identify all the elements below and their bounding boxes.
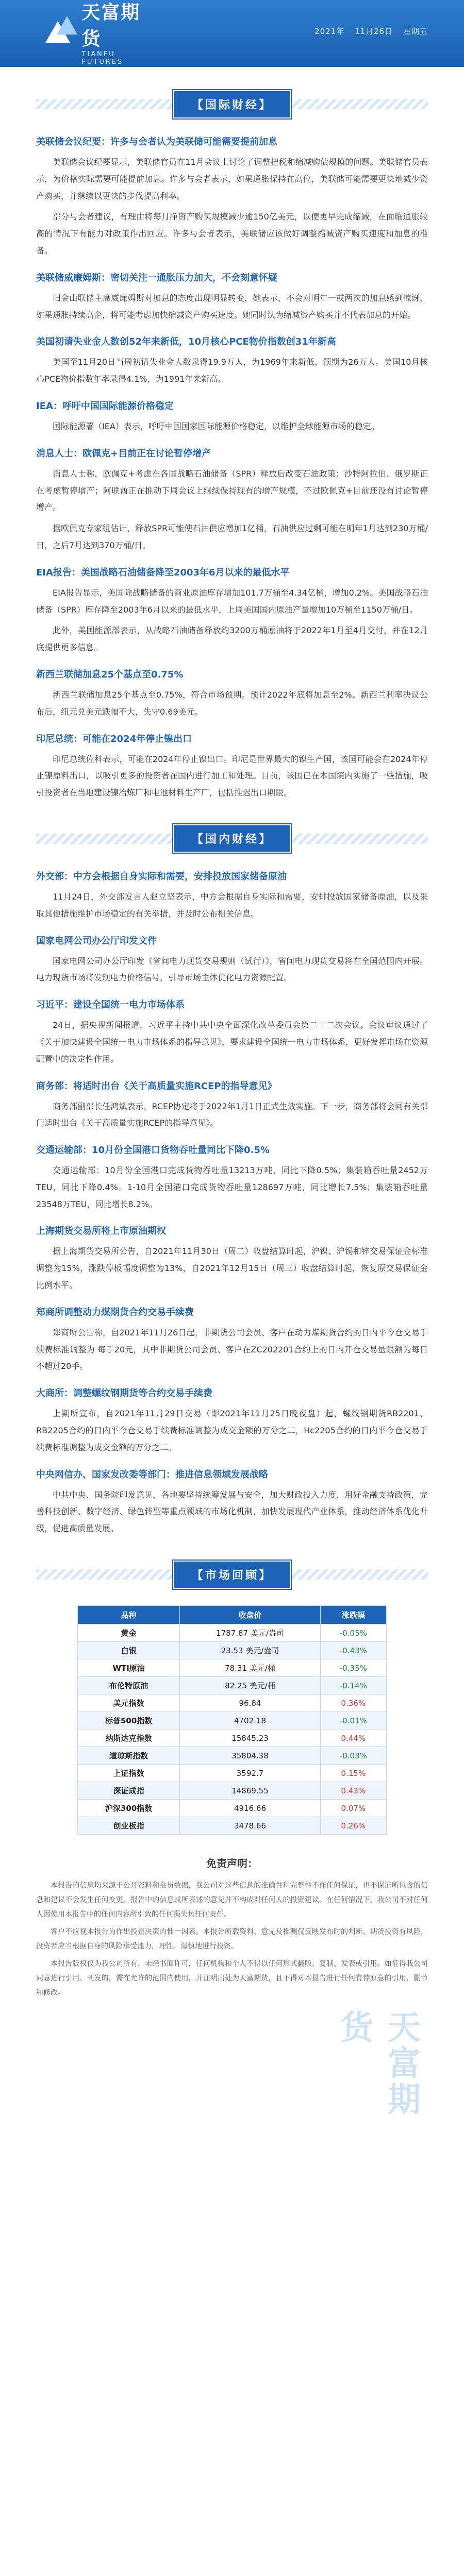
news-headline: 美国初请失业金人数创52年来新低，10月核心PCE物价指数创31年新高 <box>36 336 336 348</box>
change-percent: 0.44% <box>320 1730 386 1747</box>
table-row <box>78 1659 387 1677</box>
instrument-name: 深证成指 <box>78 1782 180 1800</box>
news-paragraph: 印尼总统佐科表示，可能在2024年停止镍出口。印尼是世界最大的镍生产国，该国可能会在2024年停止镍原料出口，以吸引更多的投资者在国内进行加工和处理。目前，该国已在本国境内实施了一些措施，吸引投资者在当地建设镍冶炼厂和电池材料生产厂，包括推迟出口期限。 <box>36 754 428 798</box>
instrument-name: 布伦特原油 <box>78 1677 180 1694</box>
close-price: 35804.38 <box>180 1747 320 1765</box>
change-percent: -0.01% <box>320 1712 386 1730</box>
date-year: 2021年 <box>314 27 345 36</box>
news-headline: 国家电网公司办公厅印发文件 <box>36 935 157 946</box>
table-row <box>78 1677 387 1694</box>
table-row <box>78 1747 387 1765</box>
news-headline: 大商所：调整螺纹钢期货等合约交易手续费 <box>36 1388 212 1399</box>
market-review-table-wrap <box>77 1605 387 1835</box>
close-price: 78.31 美元/桶 <box>180 1659 320 1677</box>
instrument-name: 标普500指数 <box>78 1712 180 1730</box>
change-percent: -0.35% <box>320 1659 386 1677</box>
disclaimer-title: 免责声明： <box>206 1857 258 1870</box>
close-price: 3478.66 <box>180 1817 320 1835</box>
news-paragraph: 旧金山联储主席威廉姆斯对加息的态度出现明显转变，她表示，不会对明年一或两次的加息感到惊讶，如果通胀持续高企，将可能考虑加快缩减资产购买速度。她同时认为缩减资产购买并不代表加息的开始。 <box>36 293 428 320</box>
change-percent: 0.15% <box>320 1765 386 1782</box>
close-price: 96.84 <box>180 1694 320 1712</box>
news-headline: 交通运输部：10月份全国港口货物吞吐量同比下降0.5% <box>36 1145 270 1156</box>
news-paragraph: 美国至11月20日当周初请失业金人数录得19.9万人，为1969年来新低，预期为26万人。美国10月核心PCE物价指数年率录得4.1%，为1991年来新高。 <box>36 357 428 384</box>
news-headline: 习近平：建设全国统一电力市场体系 <box>36 999 185 1011</box>
disclaimer-section <box>36 1855 428 2119</box>
news-paragraph: 交通运输部：10月份全国港口完成货物吞吐量13213万吨，同比下降0.5%；集装箱吞吐量2452万TEU，同比下降0.4%。1-10月全国港口完成货物吞吐量128697万吨，同比增长7.5%；集装箱吞吐量23548万TEU，同比增长8.2%。 <box>36 1165 428 1209</box>
table-row <box>78 1817 387 1835</box>
news-paragraph: 据欧佩克专家组估计，释放SPR可能使石油供应增加1亿桶，石油供应过剩可能在明年1月达到230万桶/日，之后7月达到370万桶/日。 <box>36 523 428 550</box>
section-banner <box>36 822 428 855</box>
disclaimer-paragraph: 客户不应视本报告为作出投资决策的惟一因素。本报告所载资料、意见及推测仅反映发布时的判断。期货投资有风险，投资者应当根据自身的风险承受能力，理性、谨慎地进行投资。 <box>36 1928 428 1951</box>
disclaimer-paragraph: 本报告版权仅为我公司所有，未经书面许可，任何机构和个人不得以任何形式翻版、复制、发表或引用。如征得我公司同意进行引用、刊发的，需在允许的范围内使用，并注明出处为天富期货，且不得对本报告进行任何有悖原意的引用、删节和修改。 <box>36 1960 428 1997</box>
instrument-name: 白银 <box>78 1642 180 1659</box>
close-price: 23.53 美元/盎司 <box>180 1642 320 1659</box>
change-percent: 0.26% <box>320 1817 386 1835</box>
section-title: 【国际财经】 <box>173 90 291 118</box>
news-headline: 美联储会议纪要：许多与会者认为美联储可能需要提前加息 <box>36 137 277 147</box>
close-price: 4702.18 <box>180 1712 320 1730</box>
change-percent: -0.14% <box>320 1677 386 1694</box>
column-header: 品种 <box>78 1606 180 1624</box>
section-title: 【市场回顾】 <box>173 1561 291 1589</box>
news-paragraph: 部分与会者建议，有理由将每月净资产购买规模减少逾150亿美元，以便更早完成缩减，在面临通胀较高的情况下有能力对政策作出回应。许多与会者表示，美联储应该做好调整缩减资产购买速度和加息的准备。 <box>36 212 428 256</box>
news-paragraph: 商务部副部长任鸿斌表示，RCEP协定将于2022年1月1日正式生效实施。下一步，商务部将会同有关部门适时出台《关于高质量实施RCEP的指导意见》。 <box>36 1101 428 1128</box>
news-headline: 外交部：中方会根据自身实际和需要，安排投放国家储备原油 <box>36 871 287 882</box>
news-paragraph: 据上海期货交易所公告，自2021年11月30日（周二）收盘结算时起，沪镍、沪锡和锌交易保证金标准调整为15%，涨跌停板幅度调整为13%，自2021年12月15日（周三）收盘结算时起，恢复原交易保证金比例水平。 <box>36 1246 428 1291</box>
header-banner <box>0 0 464 67</box>
news-headline: 商务部：将适时出台《关于高质量实施RCEP的指导意见》 <box>36 1080 277 1092</box>
main-content <box>0 88 464 2119</box>
table-row <box>78 1730 387 1747</box>
change-percent: -0.05% <box>320 1624 386 1642</box>
change-percent: 0.43% <box>320 1782 386 1800</box>
news-paragraph: 11月24日，外交部发言人赵立坚表示，中方会根据自身实际和需要，安排投放国家储备原油，以及采取其他措施维护市场稳定的有关举措，并及时公布相关信息。 <box>36 891 428 919</box>
table-row <box>78 1800 387 1817</box>
news-paragraph: 中共中央、国务院印发意见，各地要坚持统筹发展与安全，加大财政投入力度，用好金融支持政策，完善科技创新、数字经济、绿色转型等重点领域的市场化机制，加快发展现代产业体系，推动经济体系优化升级，促进高质量发展。 <box>36 1489 428 1534</box>
news-headline: 新西兰联储加息25个基点至0.75% <box>36 669 184 680</box>
news-paragraph: 美联储会议纪要显示，美联储官员在11月会议上讨论了调整把税和缩减购债规模的问题。美联储官员表示，为价格实际需要可能提前加息。许多与会者表示，如果通胀保持在高位，美联储可能需要更快地减少资产购买，并继续以更快的步伐提高利率。 <box>36 157 428 201</box>
instrument-name: 美元指数 <box>78 1694 180 1712</box>
news-paragraph: 上期所宣布，自2021年11月29日交易（即2021年11月25日晚夜盘）起，螺纹钢期货RB2201、RB2205合约的日内平今仓交易手续费标准调整为成交金额的万分之二，Hc2205合约的日内平今仓交易手续费标准调整为成交金额的万分之二。 <box>36 1409 428 1452</box>
news-headline: 印尼总统：可能在2024年停止镍出口 <box>36 733 192 744</box>
instrument-name: 沪深300指数 <box>78 1800 180 1817</box>
section-banner <box>36 88 428 121</box>
section-title: 【国内财经】 <box>173 824 291 853</box>
news-headline: IEA：呼吁中国国际能源价格稳定 <box>36 400 174 412</box>
news-paragraph: EIA报告显示，美国除战略储备的商业原油库存增加101.7万桶至4.34亿桶，增加0.2%。美国战略石油储备（SPR）库存降至2003年6月以来的最低水平，上周美国国内原油产量增加10万桶至1150万桶/日。 <box>36 587 428 615</box>
table-row <box>78 1624 387 1642</box>
news-headline: 郑商所调整动力煤期货合约交易手续费 <box>36 1307 194 1318</box>
news-paragraph: 国际能源署（IEA）表示，呼吁中国国家国际能源价格稳定，以维护全球能源市场的稳定。 <box>53 421 379 431</box>
disclaimer-paragraph: 本报告的信息均来源于公开资料和会员数据，我公司对这些信息的准确性和完整性不作任何保证，也不保证所包含的信息和建议不会发生任何变更。报告中的信息或所表述的意见并不构成对任何人的投资建议。在任何情况下，我公司不对任何人因使用本报告中的任何内容所引致的任何损失负任何责任。 <box>36 1882 428 1919</box>
close-price: 14869.55 <box>180 1782 320 1800</box>
brand-name-en: TIANFU FUTURES <box>81 50 124 66</box>
instrument-name: 黄金 <box>78 1624 180 1642</box>
change-percent: -0.43% <box>320 1642 386 1659</box>
news-paragraph: 新西兰联储加息25个基点至0.75%，符合市场预期。预计2022年底将加息至2%。新西兰利率决议公布后，纽元兑美元跌幅不大，失守0.69美元。 <box>36 689 428 717</box>
news-paragraph: 消息人士称，欧佩克+考虑在各国战略石油储备（SPR）释放后改变石油政策；沙特阿拉伯、俄罗斯正在考虑暂停增产；阿联酋正在推动下周会议上继续保持现有的增产规模，不过欧佩克+目前还没有讨论暂停增产。 <box>36 468 428 513</box>
close-price: 15845.23 <box>180 1730 320 1747</box>
close-price: 3592.7 <box>180 1765 320 1782</box>
logo-mountain-icon <box>45 16 76 48</box>
market-review-table <box>77 1605 387 1835</box>
section-banner <box>36 1558 428 1591</box>
news-paragraph: 此外，美国能源部表示，从战略石油储备释放约3200万桶原油将于2022年1月至4月交付，并在12月底提供更多信息。 <box>36 625 428 653</box>
change-percent: 0.07% <box>320 1800 386 1817</box>
instrument-name: 纳斯达克指数 <box>78 1730 180 1747</box>
table-row <box>78 1642 387 1659</box>
close-price: 82.25 美元/桶 <box>180 1677 320 1694</box>
change-percent: 0.36% <box>320 1694 386 1712</box>
table-row <box>78 1712 387 1730</box>
close-price: 1787.87 美元/盎司 <box>180 1624 320 1642</box>
news-headline: 中央网信办、国家发改委等部门：推进信息领域发展战略 <box>36 1469 268 1480</box>
header-date <box>307 26 428 37</box>
date-day: 11月26日 <box>355 27 393 36</box>
news-paragraph: 24日，据央视新闻报道，习近平主持中共中央全面深化改革委员会第二十二次会议。会议审议通过了《关于加快建设全国统一电力市场体系的指导意见》，要求建设全国统一电力市场体系，更好发挥市场在资源配置中的决定性作用。 <box>36 1020 428 1064</box>
watermark-text: 天富期货 <box>335 2010 420 2119</box>
date-weekday: 星期五 <box>403 27 428 36</box>
brand-logo <box>45 2 159 66</box>
table-row <box>78 1694 387 1712</box>
table-row <box>78 1782 387 1800</box>
table-row <box>78 1765 387 1782</box>
instrument-name: 上证指数 <box>78 1765 180 1782</box>
news-paragraph: 国家电网公司办公厅印发《省间电力现货交易规则（试行）》，省间电力现货交易将在全国范围内开展。电力现货市场将发现电力价格信号，引导市场主体优化电力资源配置。 <box>36 956 428 983</box>
close-price: 4916.66 <box>180 1800 320 1817</box>
column-header: 涨跌幅 <box>320 1606 386 1624</box>
news-headline: 上海期货交易所将上市原油期权 <box>36 1226 166 1237</box>
table-header-row <box>78 1606 387 1624</box>
news-headline: 美联储威廉姆斯：密切关注一通胀压力加大，不会刻意怀疑 <box>36 272 277 283</box>
news-headline: EIA报告：美国战略石油储备降至2003年6月以来的最低水平 <box>36 567 290 578</box>
change-percent: -0.03% <box>320 1747 386 1765</box>
column-header: 收盘价 <box>180 1606 320 1624</box>
instrument-name: WTI原油 <box>78 1659 180 1677</box>
news-headline: 消息人士：欧佩克+目前正在讨论暂停增产 <box>36 448 211 459</box>
brand-watermark <box>330 2010 433 2144</box>
brand-name-cn: 天富期货 <box>81 2 141 49</box>
news-paragraph: 郑商所公告称，自2021年11月26日起，非期货公司会员、客户在动力煤期货合约的日内平今仓交易手续费标准调整为 每手20元，其中非期货公司会员、客户在ZC202201合约上的日内开仓交易量限额为每日不超过20手。 <box>36 1327 428 1371</box>
instrument-name: 道琼斯指数 <box>78 1747 180 1765</box>
instrument-name: 创业板指 <box>78 1817 180 1835</box>
